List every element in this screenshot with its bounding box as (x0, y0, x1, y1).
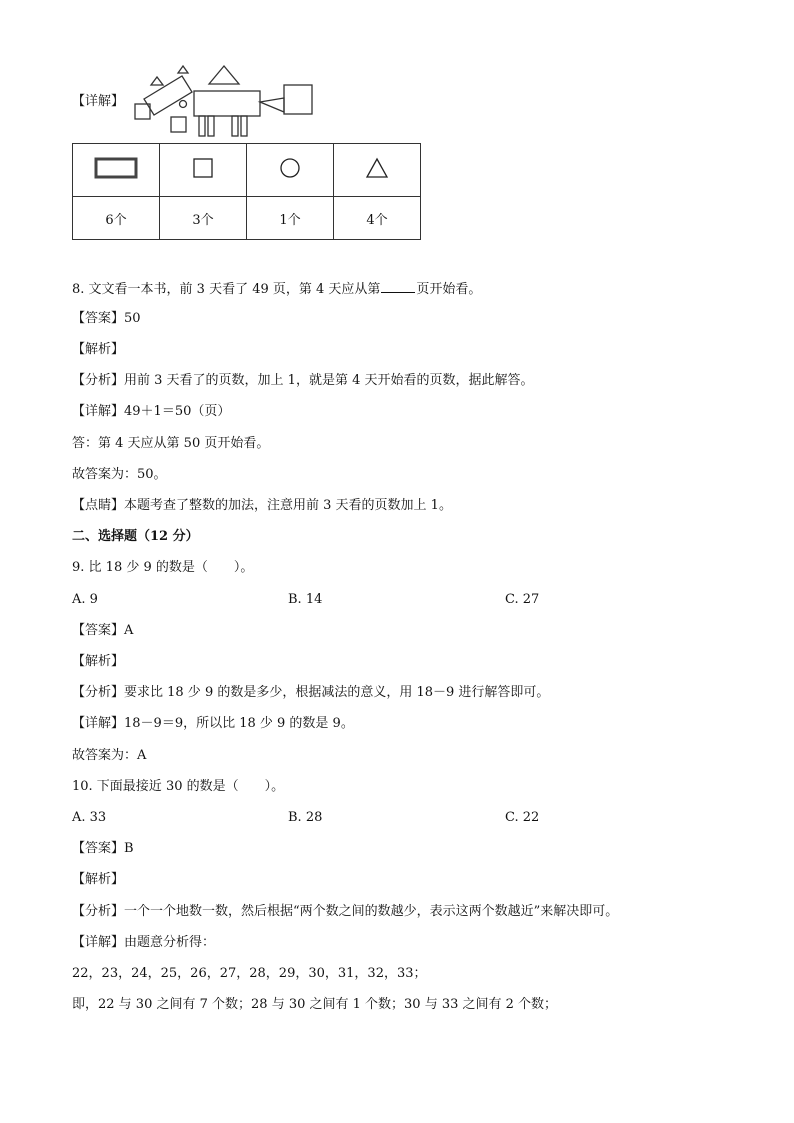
q10-detail: 【详解】由题意分析得： (72, 935, 216, 950)
q10-answer: 【答案】B (72, 841, 134, 856)
figure-circle (180, 101, 187, 108)
figure-tail-triangle (260, 98, 284, 112)
q8-question (72, 281, 481, 298)
figure-neck-rectangle (144, 76, 192, 115)
figure-leg (208, 116, 214, 136)
q8-answer: 【答案】50 (72, 311, 141, 326)
q10-option-a: A. 33 (72, 810, 107, 825)
figure-triangle-small (178, 66, 188, 73)
q9-option-c: C. 27 (505, 592, 540, 607)
q9-answer: 【答案】A (72, 623, 134, 638)
shape-figure (132, 62, 318, 140)
q8-question-text: 8. 文文看一本书，前 3 天看了 49 页，第 4 天应从第 (72, 282, 381, 297)
table-cell (160, 144, 247, 197)
table-cell (247, 144, 334, 197)
count-circle: 1个 (247, 197, 334, 240)
q9-analysis-heading: 【解析】 (72, 654, 125, 669)
triangle-icon (365, 157, 389, 179)
figure-square (171, 117, 186, 132)
rectangle-icon (94, 157, 138, 179)
count-rectangle: 6个 (73, 197, 160, 240)
q10-fenxi: 【分析】一个一个地数一数，然后根据“两个数之间的数越少，表示这两个数越近”来解决即可。 (72, 904, 619, 919)
figure-square (135, 104, 150, 119)
q10-option-b: B. 28 (288, 810, 323, 825)
q8-analysis-heading: 【解析】 (72, 342, 125, 357)
q9-final-answer: 故答案为：A (72, 748, 147, 763)
q8-question-tail: 页开始看。 (416, 282, 482, 297)
q8-final-answer: 故答案为：50。 (72, 467, 167, 482)
q10-option-c: C. 22 (505, 810, 540, 825)
circle-icon (279, 157, 301, 179)
q8-reply: 答：第 4 天应从第 50 页开始看。 (72, 436, 270, 451)
figure-body-rectangle (194, 91, 260, 116)
q10-question: 10. 下面最接近 30 的数是（ ）。 (72, 779, 285, 794)
q8-detail: 【详解】49＋1＝50（页） (72, 404, 231, 419)
detail-label: 【详解】 (72, 94, 125, 109)
q9-option-a: A. 9 (72, 592, 98, 607)
q9-question: 9. 比 18 少 9 的数是（ ）。 (72, 560, 254, 575)
count-square: 3个 (160, 197, 247, 240)
figure-leg (199, 116, 205, 136)
figure-leg (241, 116, 247, 136)
figure-leg (232, 116, 238, 136)
answer-blank (381, 281, 415, 293)
q10-sequence: 22，23，24，25，26，27，28，29，30，31，32，33； (72, 966, 427, 981)
figure-square-tail (284, 85, 312, 114)
count-triangle: 4个 (334, 197, 421, 240)
figure-triangle-small (151, 77, 163, 85)
shape-count-table (72, 143, 421, 240)
q8-comment: 【点睛】本题考查了整数的加法，注意用前 3 天看的页数加上 1。 (72, 498, 452, 513)
section-heading: 二、选择题（12 分） (72, 529, 199, 544)
q9-fenxi: 【分析】要求比 18 少 9 的数是多少，根据减法的意义，用 18－9 进行解答即可。 (72, 685, 550, 700)
q9-option-b: B. 14 (288, 592, 323, 607)
q10-conclusion: 即，22 与 30 之间有 7 个数；28 与 30 之间有 1 个数；30 与 33 之间有 2 个数； (72, 997, 558, 1012)
q9-detail: 【详解】18－9＝9，所以比 18 少 9 的数是 9。 (72, 716, 354, 731)
q10-analysis-heading: 【解析】 (72, 872, 125, 887)
table-cell (73, 144, 160, 197)
figure-triangle-top (209, 66, 239, 84)
table-cell (334, 144, 421, 197)
q8-fenxi: 【分析】用前 3 天看了的页数，加上 1，就是第 4 天开始看的页数，据此解答。 (72, 373, 534, 388)
square-icon (192, 157, 214, 179)
